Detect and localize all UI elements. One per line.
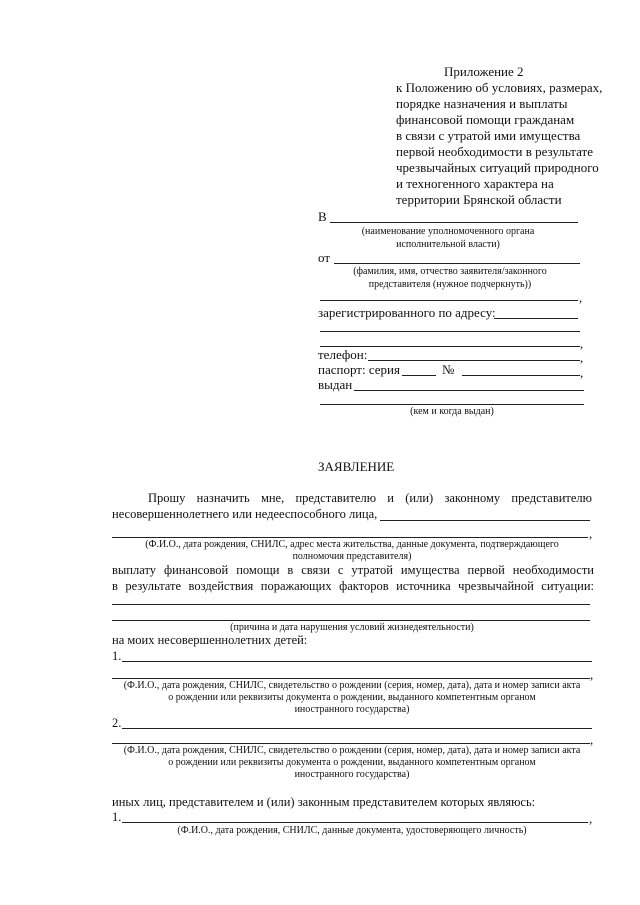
comma: , xyxy=(580,350,584,365)
comma: , xyxy=(579,290,583,305)
representative-field-line-2[interactable] xyxy=(112,537,588,538)
child-number: 2. xyxy=(112,716,122,730)
paragraph-text: выплату финансовой помощи в связи с утратой имущества первой необходимости xyxy=(112,563,594,577)
appendix-line: финансовой помощи гражданам xyxy=(396,112,575,127)
representative-field-line[interactable] xyxy=(380,520,590,521)
others-label: иных лиц, представителем и (или) законным представителем которых являюсь: xyxy=(112,795,536,809)
child-number: 1. xyxy=(112,649,122,663)
passport-number-line[interactable] xyxy=(462,375,580,376)
comma: , xyxy=(589,811,593,826)
reason-field-line[interactable] xyxy=(112,604,590,605)
paragraph-text: в результате воздействия поражающих факторов источника чрезвычайной ситуации: xyxy=(112,579,594,593)
child-2-field-line-2[interactable] xyxy=(112,743,590,744)
appendix-line: чрезвычайных ситуаций природного xyxy=(396,160,599,175)
appendix-line: первой необходимости в результате xyxy=(396,144,593,159)
other-caption: (Ф.И.О., дата рождения, СНИЛС, данные документа, удостоверяющего личность) xyxy=(177,825,527,836)
paragraph-text: Прошу назначить мне, представителю и (или) законному представителю xyxy=(148,491,592,505)
other-number: 1. xyxy=(112,810,122,824)
address-field-line-2[interactable] xyxy=(320,331,580,332)
comma: , xyxy=(589,526,593,541)
paragraph-text: несовершеннолетнего или недееспособного лица, xyxy=(112,507,378,521)
from-prefix: от xyxy=(318,250,331,265)
registered-label: зарегистрированного по адресу: xyxy=(318,305,496,320)
reason-caption: (причина и дата нарушения условий жизнедеятельности) xyxy=(230,622,474,633)
passport-number-label: № xyxy=(442,362,455,377)
phone-field-line[interactable] xyxy=(368,360,580,361)
appendix-line: в связи с утратой ими имущества xyxy=(396,128,581,143)
to-prefix: В xyxy=(318,209,327,224)
issued-field-line-2[interactable] xyxy=(320,404,584,405)
child-caption: о рождении или реквизиты документа о рождении, выданного компетентным органом xyxy=(168,757,536,768)
to-caption: (наименование уполномоченного органа xyxy=(361,226,535,237)
child-2-field-line[interactable] xyxy=(122,728,592,729)
children-label: на моих несовершеннолетних детей: xyxy=(112,633,308,647)
representative-caption: полномочия представителя) xyxy=(292,551,412,562)
appendix-line: к Положению об условиях, размерах, xyxy=(396,80,603,95)
appendix-title: Приложение 2 xyxy=(444,64,524,79)
child-1-field-line-2[interactable] xyxy=(112,678,590,679)
child-caption: (Ф.И.О., дата рождения, СНИЛС, свидетельство о рождении (серия, номер, дата), дата и номер записи акта xyxy=(123,680,581,691)
from-caption: представителя (нужное подчеркнуть)) xyxy=(368,279,532,290)
from-field-line-2[interactable] xyxy=(320,300,578,301)
from-caption: (фамилия, имя, отчество заявителя/законного xyxy=(353,266,547,277)
child-1-field-line[interactable] xyxy=(122,661,592,662)
representative-caption: (Ф.И.О., дата рождения, СНИЛС, адрес места жительства, данные документа, подтверждающего xyxy=(145,539,559,550)
to-field-line[interactable] xyxy=(330,222,578,223)
address-field-line[interactable] xyxy=(494,318,578,319)
issued-caption: (кем и когда выдан) xyxy=(410,406,494,417)
comma: , xyxy=(580,336,584,351)
child-caption: иностранного государства) xyxy=(294,769,410,780)
phone-label: телефон: xyxy=(318,347,368,362)
from-field-line[interactable] xyxy=(334,263,580,264)
passport-series-line[interactable] xyxy=(402,375,436,376)
appendix-line: территории Брянской области xyxy=(396,192,562,207)
passport-label: паспорт: серия xyxy=(318,362,400,377)
reason-field-line-2[interactable] xyxy=(112,620,590,621)
other-1-field-line[interactable] xyxy=(122,822,588,823)
appendix-line: порядке назначения и выплаты xyxy=(396,96,568,111)
comma: , xyxy=(590,667,594,682)
child-caption: (Ф.И.О., дата рождения, СНИЛС, свидетельство о рождении (серия, номер, дата), дата и номер записи акта xyxy=(123,745,581,756)
issued-label: выдан xyxy=(318,377,353,392)
comma: , xyxy=(580,365,584,380)
appendix-line: и техногенного характера на xyxy=(396,176,554,191)
child-caption: иностранного государства) xyxy=(294,704,410,715)
issued-field-line[interactable] xyxy=(354,390,584,391)
comma: , xyxy=(590,732,594,747)
statement-title: ЗАЯВЛЕНИЕ xyxy=(318,459,395,474)
to-caption: исполнительной власти) xyxy=(396,239,500,250)
child-caption: о рождении или реквизиты документа о рождении, выданного компетентным органом xyxy=(168,692,536,703)
